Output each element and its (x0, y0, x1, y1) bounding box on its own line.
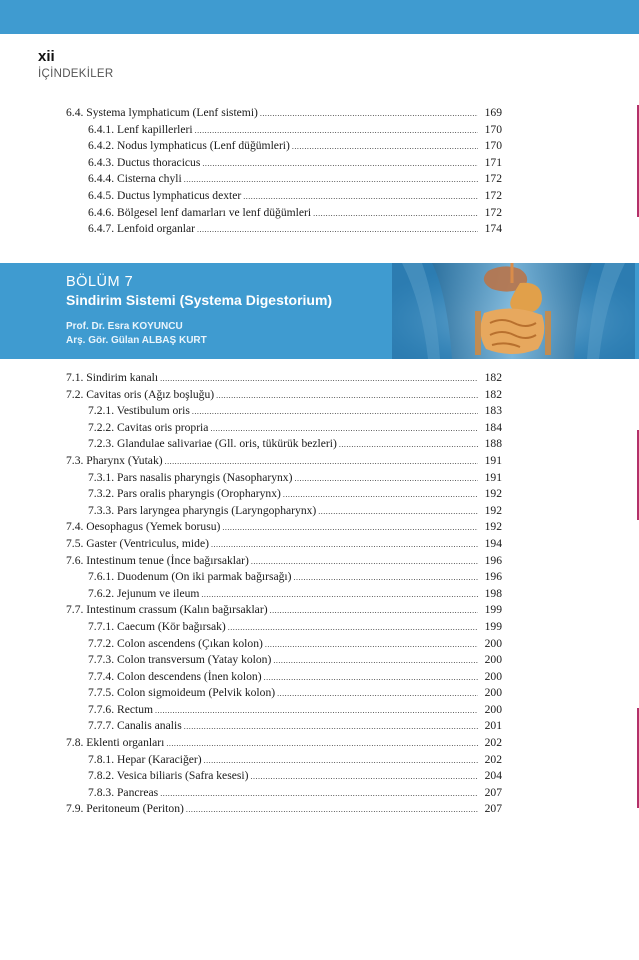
toc-entry (66, 536, 502, 553)
toc-entry-title: 7.3.2. Pars oralis pharyngis (Oropharynx) (88, 487, 281, 501)
toc-entry-page: 204 (484, 769, 502, 783)
toc-entry-page: 207 (484, 785, 502, 799)
toc-dot-leader (166, 736, 478, 753)
toc-entry-title: 7.7.6. Rectum (88, 702, 154, 716)
toc-entry-page: 182 (484, 387, 502, 401)
toc-dot-leader (250, 769, 478, 786)
toc-entry-page: 172 (484, 172, 502, 186)
section-label: İÇİNDEKİLER (38, 68, 114, 80)
toc-entry-title: 7.2.3. Glandulae salivariae (Gll. oris, tükürük bezleri) (88, 437, 337, 451)
toc-entry (66, 188, 502, 205)
toc-dot-leader (192, 404, 478, 421)
toc-entry-page: 174 (484, 222, 502, 236)
toc-dot-leader (283, 487, 478, 504)
digestive-anatomy-illustration (392, 263, 635, 359)
toc-entry (66, 718, 502, 735)
toc-dot-leader (265, 637, 478, 654)
toc-entry-title: 7.4. Oesophagus (Yemek borusu) (66, 520, 221, 534)
toc-entry (66, 403, 502, 420)
toc-entry-page: 183 (484, 404, 502, 418)
toc-entry-title: 7.6.1. Duodenum (On iki parmak bağırsağı) (88, 570, 292, 584)
toc-entry-title: 7.7.2. Colon ascendens (Çıkan kolon) (88, 636, 263, 650)
toc-entry (66, 801, 502, 818)
toc-entry-title: 7.7. Intestinum crassum (Kalın bağırsaklar) (66, 603, 268, 617)
chapter-number: BÖLÜM 7 (66, 274, 134, 290)
toc-entry (66, 586, 502, 603)
chapter-author-2: Arş. Gör. Gülan ALBAŞ KURT (66, 335, 207, 346)
toc-entry-page: 196 (484, 553, 502, 567)
toc-entry-title: 7.7.1. Caecum (Kör bağırsak) (88, 619, 226, 633)
toc-entry-page: 172 (484, 205, 502, 219)
toc-entry (66, 503, 502, 520)
toc-dot-leader (210, 421, 478, 438)
toc-entry-title: 6.4.2. Nodus lymphaticus (Lenf düğümleri) (88, 139, 290, 153)
toc-entry-page: 200 (484, 702, 502, 716)
toc-entry-page: 199 (484, 603, 502, 617)
toc-entry-page: 170 (484, 122, 502, 136)
toc-dot-leader (204, 753, 478, 770)
toc-entry (66, 486, 502, 503)
toc-entry (66, 470, 502, 487)
toc-entry-title: 6.4.7. Lenfoid organlar (88, 222, 195, 236)
toc-dot-leader (165, 454, 478, 471)
toc-dot-leader (216, 388, 478, 405)
toc-entry-title: 6.4.1. Lenf kapillerleri (88, 122, 193, 136)
toc-dot-leader (292, 139, 478, 156)
toc-entry-page: 192 (484, 520, 502, 534)
chapter-title: Sindirim Sistemi (Systema Digestorium) (66, 292, 333, 308)
toc-entry-title: 6.4.5. Ductus lymphaticus dexter (88, 188, 242, 202)
toc-entry-title: 7.7.3. Colon transversum (Yatay kolon) (88, 653, 272, 667)
toc-entry-title: 7.3. Pharynx (Yutak) (66, 453, 163, 467)
toc-dot-leader (160, 786, 478, 803)
toc-dot-leader (184, 172, 478, 189)
toc-entry (66, 652, 502, 669)
toc-entry-page: 192 (484, 503, 502, 517)
toc-entry-page: 191 (484, 453, 502, 467)
toc-entry-page: 172 (484, 188, 502, 202)
toc-entry (66, 420, 502, 437)
top-header-bar (0, 0, 639, 34)
toc-entry (66, 105, 502, 122)
toc-entry (66, 602, 502, 619)
toc-entry (66, 370, 502, 387)
toc-entry-title: 6.4.6. Bölgesel lenf damarları ve lenf düğümleri (88, 205, 312, 219)
toc-dot-leader (270, 603, 478, 620)
toc-entry-title: 7.5. Gaster (Ventriculus, mide) (66, 536, 209, 550)
toc-entry-page: 184 (484, 420, 502, 434)
toc-entry-page: 169 (484, 106, 502, 119)
toc-entry (66, 155, 502, 172)
toc-entry (66, 685, 502, 702)
toc-entry (66, 636, 502, 653)
toc-entry-page: 171 (484, 155, 502, 169)
toc-entry-page: 200 (484, 686, 502, 700)
toc-entry (66, 553, 502, 570)
toc-entry-title: 7.7.7. Canalis analis (88, 719, 182, 733)
toc-entry-title: 7.6. Intestinum tenue (İnce bağırsaklar) (66, 553, 249, 567)
toc-entry (66, 768, 502, 785)
toc-entry-title: 7.1. Sindirim kanalı (66, 371, 159, 384)
toc-entry-title: 7.8.2. Vesica biliaris (Safra kesesi) (88, 769, 249, 783)
toc-entry (66, 519, 502, 536)
toc-entry-page: 200 (484, 636, 502, 650)
toc-entry-page: 207 (484, 802, 502, 816)
toc-entry-page: 200 (484, 653, 502, 667)
toc-dot-leader (294, 471, 478, 488)
toc-entry-page: 200 (484, 669, 502, 683)
toc-entry (66, 785, 502, 802)
toc-dot-leader (186, 802, 478, 819)
toc-entry-title: 7.9. Peritoneum (Periton) (66, 802, 184, 816)
toc-dot-leader (318, 504, 478, 521)
chapter-banner (0, 263, 639, 359)
toc-dot-leader (273, 653, 478, 670)
toc-dot-leader (202, 156, 478, 173)
toc-dot-leader (211, 537, 478, 554)
toc-entry (66, 221, 502, 238)
toc-entry-title: 7.2.2. Cavitas oris propria (88, 420, 209, 434)
toc-dot-leader (339, 437, 478, 454)
toc-dot-leader (264, 670, 478, 687)
toc-dot-leader (243, 189, 478, 206)
toc-dot-leader (277, 686, 478, 703)
toc-entry (66, 669, 502, 686)
toc-entry-title: 7.8. Eklenti organları (66, 736, 165, 750)
toc-dot-leader (251, 554, 478, 571)
toc-dot-leader (197, 222, 478, 239)
toc-entry (66, 569, 502, 586)
toc-dot-leader (195, 123, 478, 140)
toc-dot-leader (313, 206, 478, 223)
toc-entry-title: 7.7.5. Colon sigmoideum (Pelvik kolon) (88, 686, 276, 700)
toc-entry-title: 7.3.1. Pars nasalis pharyngis (Nasopharynx) (88, 470, 293, 484)
toc-dot-leader (184, 719, 478, 736)
toc-entry-title: 7.3.3. Pars laryngea pharyngis (Laryngopharynx) (88, 503, 317, 517)
toc-entry-title: 7.2. Cavitas oris (Ağız boşluğu) (66, 387, 215, 401)
toc-list-chapter-6 (66, 105, 502, 238)
toc-entry (66, 171, 502, 188)
toc-entry-page: 182 (484, 371, 502, 384)
toc-entry-page: 192 (484, 487, 502, 501)
toc-entry-title: 7.8.3. Pancreas (88, 785, 159, 799)
toc-entry-page: 196 (484, 570, 502, 584)
toc-entry-page: 202 (484, 736, 502, 750)
toc-entry-page: 188 (484, 437, 502, 451)
toc-dot-leader (294, 570, 479, 587)
toc-dot-leader (260, 106, 478, 123)
toc-entry (66, 735, 502, 752)
toc-entry-title: 6.4.3. Ductus thoracicus (88, 155, 201, 169)
toc-entry (66, 436, 502, 453)
toc-entry (66, 752, 502, 769)
toc-entry-page: 198 (484, 586, 502, 600)
toc-entry-title: 7.6.2. Jejunum ve ileum (88, 586, 200, 600)
toc-entry (66, 619, 502, 636)
toc-dot-leader (201, 587, 478, 604)
chapter-author-1: Prof. Dr. Esra KOYUNCU (66, 321, 183, 332)
toc-entry-page: 202 (484, 752, 502, 766)
toc-dot-leader (228, 620, 478, 637)
toc-entry-page: 201 (484, 719, 502, 733)
toc-entry (66, 387, 502, 404)
toc-dot-leader (160, 371, 478, 388)
toc-dot-leader (155, 703, 478, 720)
toc-list-chapter-7 (66, 370, 502, 818)
toc-entry-title: 7.2.1. Vestibulum oris (88, 404, 190, 418)
toc-entry-page: 191 (484, 470, 502, 484)
toc-entry (66, 122, 502, 139)
toc-dot-leader (222, 520, 478, 537)
toc-entry-title: 6.4.4. Cisterna chyli (88, 172, 182, 186)
toc-entry (66, 702, 502, 719)
toc-entry-title: 6.4. Systema lymphaticum (Lenf sistemi) (66, 106, 258, 119)
toc-entry-page: 199 (484, 619, 502, 633)
toc-entry-page: 194 (484, 536, 502, 550)
toc-entry-page: 170 (484, 139, 502, 153)
toc-entry-title: 7.7.4. Colon descendens (İnen kolon) (88, 669, 262, 683)
toc-entry (66, 138, 502, 155)
page-number: xii (38, 48, 55, 65)
toc-entry (66, 205, 502, 222)
toc-entry-title: 7.8.1. Hepar (Karaciğer) (88, 752, 202, 766)
toc-entry (66, 453, 502, 470)
